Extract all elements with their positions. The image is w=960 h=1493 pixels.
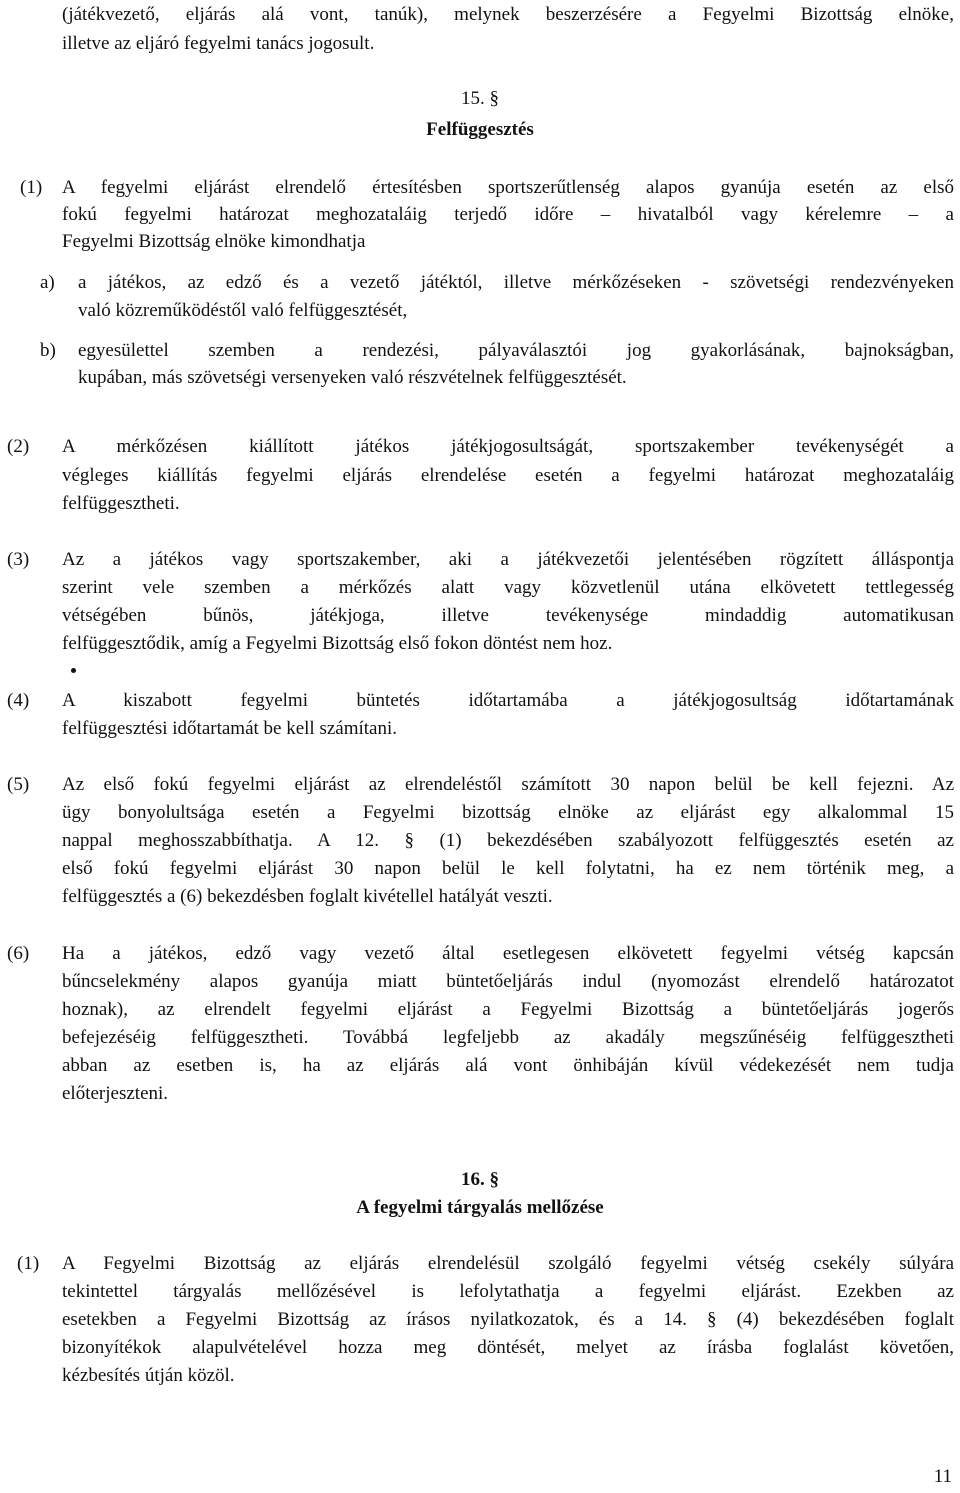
- text-line: végleges kiállítás fegyelmi eljárás elrendelése esetén a fegyelmi határozat meghozataláig: [62, 465, 954, 486]
- paragraph-marker: (3): [7, 549, 30, 570]
- text-line: ügy bonyolultsága esetén a Fegyelmi bizottság elnöke az eljárást egy alkalommal 15: [62, 802, 954, 823]
- text-line: felfüggesztési időtartamát be kell számítani.: [62, 718, 398, 739]
- text-line: A Fegyelmi Bizottság az eljárás elrendelésül szolgáló fegyelmi vétség csekély súlyára: [62, 1253, 954, 1274]
- text-line: előterjeszteni.: [62, 1083, 169, 1104]
- text-line: esetekben a Fegyelmi Bizottság az írásos nyilatkozatok, és a 14. § (4) bekezdésében foglalt: [62, 1309, 954, 1330]
- text-line: Az a játékos vagy sportszakember, aki a játékvezetői jelentésében rögzített álláspontja: [62, 549, 954, 570]
- text-line: bizonyítékok alapulvételével hozza meg döntését, melyet az írásba foglalást követően,: [62, 1337, 954, 1358]
- paragraph-marker: (2): [7, 436, 30, 457]
- text-line: fokú fegyelmi határozat meghozataláig terjedő időre – hivatalból vagy kérelemre – a: [62, 204, 954, 225]
- paragraph-marker: (6): [7, 943, 30, 964]
- text-line: szerint vele szemben a mérkőzés alatt vagy közvetlenül utána elkövetett tettlegesség: [62, 577, 954, 598]
- section-number: 16. §: [461, 1169, 499, 1190]
- section-title: Felfüggesztés: [426, 119, 534, 140]
- section-title: A fegyelmi tárgyalás mellőzése: [356, 1197, 604, 1218]
- paragraph-marker: (1): [20, 177, 43, 198]
- text-line: Ha a játékos, edző vagy vezető által esetlegesen elkövetett fegyelmi vétség kapcsán: [62, 943, 954, 964]
- section-number: 15. §: [461, 88, 499, 109]
- text-line: bűncselekmény alapos gyanúja miatt büntetőeljárás indul (nyomozást elrendelő határozatot: [62, 971, 954, 992]
- text-line: a játékos, az edző és a vezető játéktól, illetve mérkőzéseken - szövetségi rendezvényeken: [78, 272, 954, 293]
- text-line: Az első fokú fegyelmi eljárást az elrendeléstől számított 30 napon belül be kell fejezni. Az: [62, 774, 954, 795]
- text-line: való közreműködéstől való felfüggesztését,: [78, 300, 408, 321]
- text-line: tekintettel tárgyalás mellőzésével is lefolytathatja a fegyelmi eljárást. Ezekben az: [62, 1281, 954, 1302]
- text-line: (játékvezető, eljárás alá vont, tanúk), melynek beszerzésére a Fegyelmi Bizottság elnöke,: [62, 4, 954, 25]
- text-line: illetve az eljáró fegyelmi tanács jogosult.: [62, 33, 375, 54]
- paragraph-marker: (5): [7, 774, 30, 795]
- text-line: felfüggesztés a (6) bekezdésben foglalt kivétellel hatályát veszti.: [62, 886, 553, 907]
- text-line: befejezéséig felfüggesztheti. Továbbá legfeljebb az akadály megszűnéséig felfüggesztheti: [62, 1027, 954, 1048]
- text-line: A fegyelmi eljárást elrendelő értesítésben sportszerűtlenség alapos gyanúja esetén az első: [62, 177, 954, 198]
- list-marker: a): [40, 272, 55, 293]
- text-line: abban az esetben is, ha az eljárás alá vont önhibáján kívül védekezését nem tudja: [62, 1055, 954, 1076]
- text-line: első fokú fegyelmi eljárást 30 napon belül le kell folytatni, ha ez nem történik meg, a: [62, 858, 954, 879]
- text-line: A mérkőzésen kiállított játékos játékjogosultságát, sportszakember tevékenységét a: [62, 436, 954, 457]
- text-line: vétségében bűnös, játékjoga, illetve tevékenysége mindaddig automatikusan: [62, 605, 954, 626]
- text-line: egyesülettel szemben a rendezési, pályaválasztói jog gyakorlásának, bajnokságban,: [78, 340, 954, 361]
- paragraph-marker: (4): [7, 690, 30, 711]
- page-number: 11: [933, 1466, 952, 1487]
- text-line: felfüggesztődik, amíg a Fegyelmi Bizottság első fokon döntést nem hoz.: [62, 633, 613, 654]
- text-line: nappal meghosszabbíthatja. A 12. § (1) bekezdésében szabályozott felfüggesztés esetén az: [62, 830, 954, 851]
- text-line: Fegyelmi Bizottság elnöke kimondhatja: [62, 231, 366, 252]
- text-line: felfüggesztheti.: [62, 493, 180, 514]
- text-line: kupában, más szövetségi versenyeken való részvételnek felfüggesztését.: [78, 367, 627, 388]
- text-line: kézbesítés útján közöl.: [62, 1365, 235, 1386]
- text-line: A kiszabott fegyelmi büntetés időtartamába a játékjogosultság időtartamának: [62, 690, 954, 711]
- bullet-dot: [71, 668, 76, 673]
- text-line: hoznak), az elrendelt fegyelmi eljárást a Fegyelmi Bizottság a büntetőeljárás jogerős: [62, 999, 954, 1020]
- list-marker: b): [40, 340, 56, 361]
- paragraph-marker: (1): [17, 1253, 40, 1274]
